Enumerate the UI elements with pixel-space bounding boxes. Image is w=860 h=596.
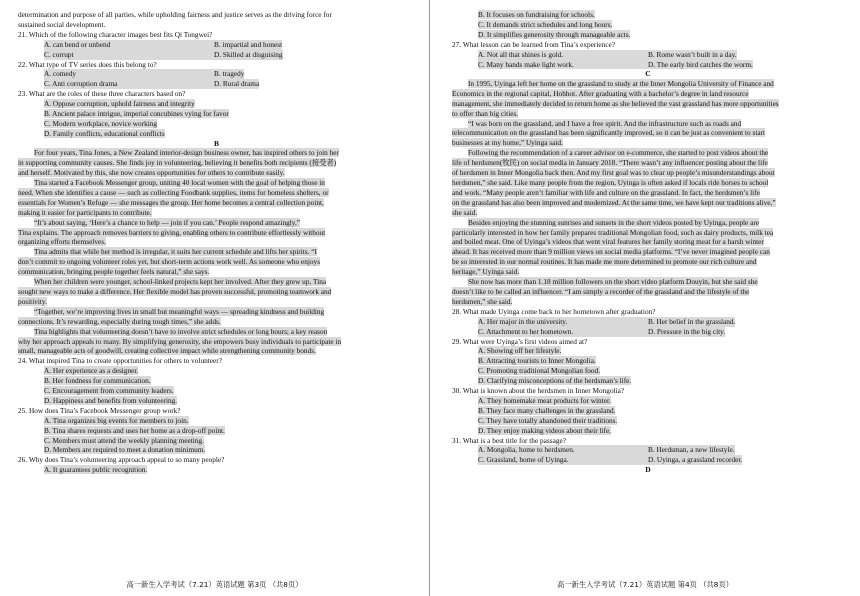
option: D. The early bird catches the worm. bbox=[648, 59, 753, 69]
text-line: why her approach appeals to many. By simplifying generosity, she empowers busy individuals to participate in bbox=[18, 336, 342, 346]
option: B. It focuses on fundraising for schools. bbox=[478, 10, 595, 19]
option: A. Oppose corruption, uphold fairness and integrity bbox=[44, 99, 195, 109]
option: C. Anti corruption drama bbox=[44, 79, 214, 89]
option: B. Rome wasn’t built in a day. bbox=[648, 49, 737, 59]
option: C. Many hands make light work. bbox=[478, 60, 648, 70]
section-heading-c: C bbox=[645, 69, 651, 79]
option: D. Family conflicts, educational conflicts bbox=[44, 128, 165, 138]
text-line: in supporting community causes. She finds joy in volunteering, believing it benefits both recipients (接受者) bbox=[18, 158, 337, 168]
option: B. Attracting tourists to Inner Mongolia. bbox=[478, 356, 596, 366]
text-line: Tina admits that while her method is irregular, it suits her current schedule and lifts her spirits. “I bbox=[34, 247, 317, 257]
text-line: ahead. It has received more than 9 million views on social media platforms. “I’ve never imagined people can bbox=[452, 247, 770, 257]
option: B. impartial and honest bbox=[214, 39, 283, 49]
option: D. Pressure in the big city. bbox=[648, 326, 726, 336]
option: B. Herdsman, a new lifestyle. bbox=[648, 445, 735, 455]
text-line: When her children were younger, school-linked projects kept her involved. After they grew up, Tina bbox=[34, 277, 327, 287]
question-22: 22. What type of TV series does this belong to? bbox=[18, 59, 157, 69]
option: A. It guarantees public recognition. bbox=[44, 465, 148, 475]
option: D. Uyinga, a grassland recorder. bbox=[648, 455, 743, 465]
options-row bbox=[452, 60, 844, 70]
text-line: sought new ways to make a difference. Her flexible model has proven successful, promoting teamwork and bbox=[18, 286, 332, 296]
text-line: small, manageable acts of goodwill, creating collective impact while strengthening community bonds. bbox=[18, 346, 316, 356]
text-line: don’t commit to ongoing volunteer roles yet, but short-term actions work well. As someone who enjoys bbox=[18, 257, 321, 267]
options-row bbox=[452, 317, 844, 327]
question-21: 21. Which of the following character images best fits Qi Tongwei? bbox=[18, 29, 213, 39]
question-27: 27. What lesson can be learned from Tina’s experience? bbox=[452, 39, 615, 49]
option: A. Her major in the university. bbox=[478, 317, 648, 327]
option: C. Modern workplace, novice working bbox=[44, 118, 158, 128]
text-line: Besides enjoying the stunning sunrises and sunsets in the short videos posted by Uyinga, people are bbox=[468, 217, 760, 227]
options-row bbox=[452, 455, 844, 465]
option: D. Rural drama bbox=[214, 79, 260, 89]
options-row bbox=[18, 40, 415, 50]
options-row bbox=[18, 50, 415, 60]
text-line: doesn’t like to be called an influencer. “I am simply a recorder of the grassland and the lifestyle of the bbox=[452, 286, 750, 296]
text-line: positivity. bbox=[18, 296, 47, 306]
text-line: need. When she identifies a cause — such as collecting Foodbank supplies, items for homeless shelters, or bbox=[18, 187, 329, 197]
question-30: 30. What is known about the herdsmen in Inner Mongolia? bbox=[452, 386, 625, 396]
text-line: Economics in the regional capital, Hohhot. After graduating with a bachelor’s degree in land resource bbox=[452, 88, 749, 98]
text-line: sustained social development. bbox=[18, 19, 106, 29]
option: A. Mongolia, home to herdsmen. bbox=[478, 445, 648, 455]
question-31: 31. What is a best title for the passage? bbox=[452, 435, 566, 445]
options-row bbox=[452, 50, 844, 60]
text-line: she said. bbox=[452, 207, 478, 217]
question-29: 29. What were Uyinga’s first videos aimed at? bbox=[452, 336, 588, 346]
option: C. They have totally abandoned their traditions. bbox=[478, 415, 618, 425]
text-line: of herdsmen in Inner Mongolia back then. And my first goal was to clear up people’s misunderstandings about bbox=[452, 168, 775, 178]
option: D. Happiness and benefits from volunteering. bbox=[44, 395, 178, 405]
text-line: management, she immediately decided to return home as she believed the vast grassland has more opportunities bbox=[452, 98, 779, 108]
option: D. It simplifies generosity through manageable acts. bbox=[478, 29, 631, 39]
text-line: essentials for Women’s Refuge — she messages the group. Her home becomes a central collection point, bbox=[18, 197, 324, 207]
option: A. comedy bbox=[44, 69, 214, 79]
option: C. Grassland, home of Uyinga. bbox=[478, 455, 648, 465]
text-line: herdsmen,” she said. Like many people from the region, Uyinga is often asked if locals ride horses to school bbox=[452, 178, 769, 187]
text-line: Tina highlights that volunteering doesn’t have to involve strict schedules or long hours; a key reason bbox=[34, 326, 328, 336]
option: A. Her experience as a designer. bbox=[44, 366, 139, 376]
option: B. tragedy bbox=[214, 69, 245, 79]
text-line: Tina started a Facebook Messenger group, uniting 40 local women with the goal of helping those in bbox=[34, 178, 325, 187]
option: C. corrupt bbox=[44, 50, 214, 60]
options-row bbox=[18, 79, 415, 89]
text-line: “I was born on the grassland, and I have a free spirit. And the infrastructure such as roads and bbox=[468, 118, 742, 128]
section-heading-d: D bbox=[645, 465, 651, 475]
option: A. Showing off her lifestyle. bbox=[478, 346, 562, 356]
text-line: In 1995, Uyinga left her home on the grassland to study at the Inner Mongolia University of Finance and bbox=[468, 78, 774, 88]
text-line: and herself. Motivated by this, she now creates opportunities for others to contribute easily. bbox=[18, 168, 285, 178]
text-line: determination and purpose of all parties, while upholding fairness and justice serves as the driving force for bbox=[18, 10, 332, 19]
option: B. Ancient palace intrigue, imperial concubines vying for favor bbox=[44, 109, 229, 119]
option: C. Attachment to her hometown. bbox=[478, 327, 648, 337]
option: C. Members must attend the weekly planning meeting. bbox=[44, 435, 204, 445]
text-line: and boiled meat. One of Uyinga’s videos that went viral features her family storing meat for a harsh winter bbox=[452, 237, 764, 247]
question-24: 24. What inspired Tina to create opportunities for others to volunteer? bbox=[18, 356, 222, 366]
text-line: to offer than big cities. bbox=[452, 108, 519, 118]
option: D. They enjoy making videos about their life. bbox=[478, 425, 612, 435]
options-row bbox=[452, 327, 844, 337]
option: B. Her belief in the grassland. bbox=[648, 316, 736, 326]
text-line: be so interested in our normal routines. It has made me more determined to promote our rich culture and bbox=[452, 257, 757, 267]
option: D. Clarifying misconceptions of the herdsman’s life. bbox=[478, 376, 632, 386]
text-line: particularly interested in how her family prepares traditional Mongolian food, such as dairy products, milk tea bbox=[452, 227, 774, 237]
text-line: She now has more than 1.18 million followers on the short video platform Douyin, but she said she bbox=[468, 277, 758, 287]
text-line: Tina explains. The approach removes barriers to giving, enabling others to contribute effortlessly without bbox=[18, 227, 326, 237]
page-footer: 高一新生入学考试（7.21）英语试题 第3页 （共8页） bbox=[126, 580, 303, 589]
text-line: life of herdsmen(牧民) on social media in January 2018. “There wasn’t any influencer posting about the life bbox=[452, 158, 768, 168]
option: A. Tina organizes big events for members to join. bbox=[44, 415, 189, 425]
option: D. Members are required to meet a donation minimum. bbox=[44, 445, 206, 455]
options-row bbox=[452, 445, 844, 455]
option: C. Promoting traditional Mongolian food. bbox=[478, 366, 601, 376]
option: C. It demands strict schedules and long hours. bbox=[478, 19, 613, 29]
option: D. Skilled at disguising bbox=[214, 49, 283, 59]
option: A. Not all that shines is gold. bbox=[478, 50, 648, 60]
option: A. can bend or unbend bbox=[44, 40, 214, 50]
question-25: 25. How does Tina’s Facebook Messenger group work? bbox=[18, 405, 181, 415]
text-line: herdsmen,” she said. bbox=[452, 296, 513, 306]
text-line: communication, bringing people together feels natural,” she says. bbox=[18, 267, 210, 277]
options-row bbox=[18, 69, 415, 79]
option: C. Encouragement from community leaders. bbox=[44, 386, 174, 396]
option: B. Tina shares requests and uses her home as a drop-off point. bbox=[44, 425, 225, 435]
text-line: on the grassland has also been improved and modernized. At the same time, we have kept our traditions alive,” bbox=[452, 197, 776, 207]
text-line: connections. It’s rewarding, especially during tough times,” she adds. bbox=[18, 316, 221, 326]
question-28: 28. What made Uyinga come back to her hometown after graduation? bbox=[452, 306, 656, 316]
option: B. Her fondness for communication. bbox=[44, 376, 151, 386]
text-line: Following the recommendation of a career advisor on e-commerce, she started to post videos about the bbox=[468, 148, 769, 158]
text-line: For four years, Tina Jones, a New Zealand interior-design business owner, has inspired others to join her bbox=[34, 148, 339, 158]
option: A. They homemake meat products for winter. bbox=[478, 395, 611, 405]
text-line: organizing efforts themselves. bbox=[18, 237, 106, 247]
section-heading-b: B bbox=[213, 138, 219, 148]
text-line: telecommunication on the grassland has been significantly improved, so it can be just as convenient to start bbox=[452, 128, 766, 138]
text-line: “It’s about saying, ‘Here’s a chance to help — join if you can.’ People respond amazingly,” bbox=[34, 217, 301, 227]
page-4 bbox=[430, 0, 860, 596]
text-line: making it easier for participants to contribute. bbox=[18, 207, 152, 217]
text-line: “Together, we’re improving lives in small but meaningful ways — spreading kindness and building bbox=[34, 306, 325, 316]
text-line: heritage,” Uyinga said. bbox=[452, 267, 520, 277]
question-26: 26. Why does Tina’s volunteering approach appeal to so many people? bbox=[18, 455, 225, 465]
question-23: 23. What are the roles of these three characters based on? bbox=[18, 89, 186, 99]
option: B. They face many challenges in the grassland. bbox=[478, 405, 616, 415]
page-footer: 高一新生入学考试（7.21）英语试题 第4页 （共8页） bbox=[556, 580, 734, 589]
text-line: businesses at my home,” Uyinga said. bbox=[452, 138, 563, 148]
text-line: and work. “Many people aren’t familiar with life and culture on the grassland. In fact, the herdsmen’s life bbox=[452, 187, 760, 197]
